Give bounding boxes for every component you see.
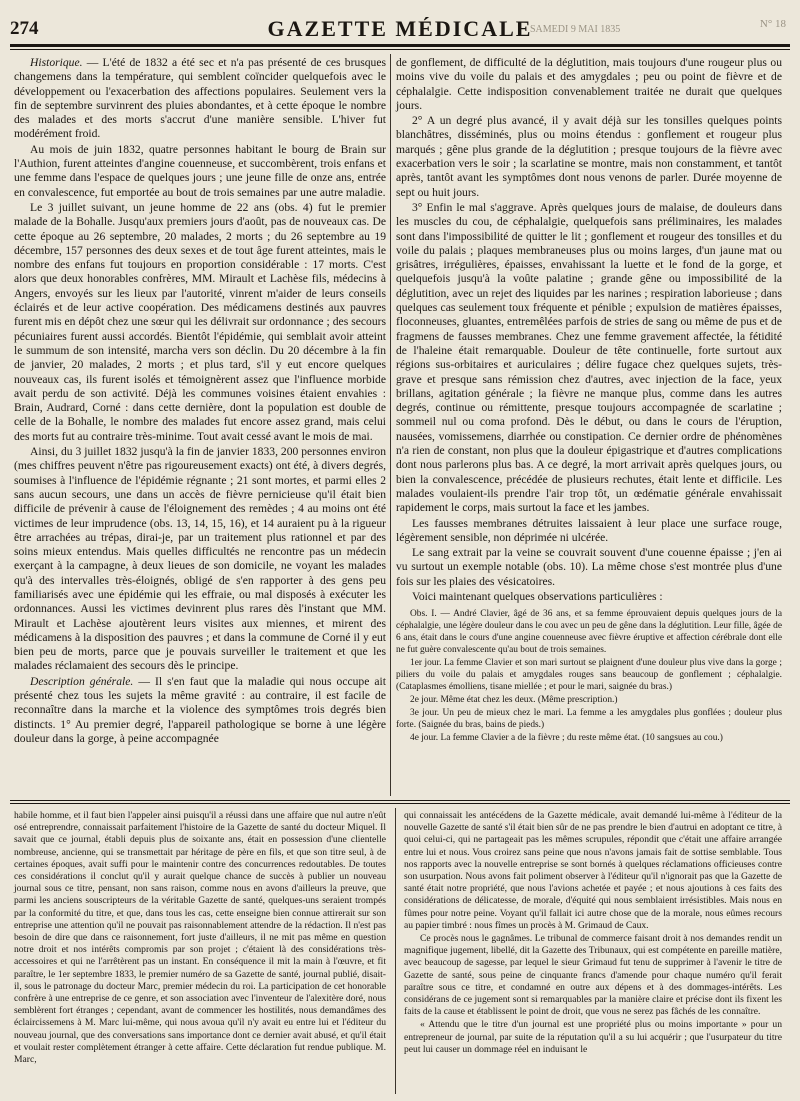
observation-block <box>396 608 782 744</box>
observation-day: 3e jour. Un peu de mieux chez le mari. La femme a les amygdales plus gonflées ; douleur plus forte. (Saignée du bras, bains de pieds.) <box>396 708 782 731</box>
observation-intro: Obs. I. — André Clavier, âgé de 36 ans, et sa femme éprouvaient depuis quelques jours de la céphalalgie, une légère douleur dans le cou avec un peu de gêne dans la déglutition. Leur fille, âgée de 6 ans, était dans le cours d'une angine couenneuse avec fièvre éruptive et affection cérébrale dont elle ne fut guère convalescente qu'au bout de trois semaines. <box>396 609 782 656</box>
feuilleton-paragraph: Ce procès nous le gagnâmes. Le tribunal de commerce faisant droit à nos demandes rendit un magnifique jugement, libellé, dit la Gazette des Tribunaux, qui est compétente en pareille matière, avec beaucoup de sagesse, par lequel le sieur Grimaud fut tenu de supprimer à l'avenir le titre de Gazette de santé, sous peine de cinquante francs d'amende pour chaque numéro qu'il ferait paraître sous ce titre, et condamné en outre aux dépens et à des dommages-intérêts. Les considérans de ce jugement sont si remarquables par la manière claire et précise dont ils fixent les faits de la cause et établissent le point de droit, que vous ne serez pas fâchés de les connaître. <box>404 933 782 1018</box>
feuilleton-paragraph: « Attendu que le titre d'un journal est une propriété plus ou moins importante » pour un entrepreneur de journal, par suite de la réputation qu'il a su lui acquérir ; que l'usurpateur du titre peut lui causer un dommage réel en induisant le <box>404 1019 782 1055</box>
feuilleton-paragraph: qui connaissait les antécédens de la Gazette médicale, avait demandé lui-même à l'éditeur de la nouvelle Gazette de santé s'il était bien sûr de ne pas prendre le bien d'autrui en adoptant ce titre, à quoi celui-ci, qui ne partageait pas les mêmes scrupules, répondit que c'était une affaire arrangée entre lui et nous. Vous croirez sans peine que nous n'avons jamais fait de sottise semblable. Tous nos rapports avec la nouvelle entreprise se sont bornés à quelques réclamations officieuses contre son usurpation. Nous avons fait poliment observer à l'éditeur qu'il n'ignorait pas que la Gazette de santé était notre propriété, que nous l'avions achetée et payée ; et nous ajoutions à ces faits des considérations de délicatesse, de morale, d'équité qui nous semblaient irrésistibles. Mais nous en fûmes pour notre peine. Voyant qu'il fallait ici autre chose que de la morale, nous eûmes recours au papier timbré : nous fîmes un procès à M. Grimaud de Caux. <box>404 810 782 931</box>
section-lead-historique: Historique. <box>30 56 83 69</box>
page-number: 274 <box>10 18 39 39</box>
observation-day: 1er jour. La femme Clavier et son mari surtout se plaignent d'une douleur plus vive dans la gorge ; piliers du voile du palais et amygdales rouges sans beaucoup de gonflement ; céphalalgie. (Cataplasmes émolliens, tisane miellée ; et pour le mari, saignée du bras.) <box>396 658 782 693</box>
left-column <box>14 56 386 746</box>
paragraph: Au mois de juin 1832, quatre personnes habitant le bourg de Brain sur l'Authion, furent atteintes d'angine couenneuse, et succombèrent, trois enfans et une femme dans l'espace de quelques jours ; une jeune fille de onze ans, entrée en convalescence, fut emportée au bout de trois semaines par une autre maladie. <box>14 142 386 199</box>
paragraph-text: — Il s'en faut que la maladie qui nous occupe ait présenté chez tous les sujets la même gravité : au contraire, il est facile de reconnaître dans la marche et la violence des symptômes trois degrés bien distincts. 1° Au premier degré, l'appareil pathologique se borne à une légère douleur dans la gorge, à peine accompagnée <box>14 674 387 745</box>
observation-day: 2e jour. Même état chez les deux. (Même prescription.) <box>410 695 618 706</box>
paragraph: 3° Enfin le mal s'aggrave. Après quelques jours de malaise, de douleurs dans les muscles du cou, de céphalalgie, quelquefois sans préliminaires, les malades sont dans l'impossibilité de quitter le lit ; gonflement et rougeur des tonsilles et du voile du palais ; plaques membraneuses plus ou moins larges, d'un jaune mat ou grisâtres, irrégulières, épaisses, envahissant la luette et le fond de la gorge, et quelquefois jusqu'à la voûte palatine ; grande gêne ou impossibilité de la déglutition, avec un rejet des liquides par les narines ; respiration laborieuse ; dans quelques cas seulement toux fréquente et pénible ; expulsion de matières épaisses, floconneuses, gluantes, entremêlées parfois de stries de sang ou même de pus et de fragmens de fausses membranes. Chez une femme gravement affectée, la fétidité de l'haleine était remarquable. Douleur de tête continuelle, forte surtout aux régions sus-orbitaires et auriculaires ; délire fugace chez quelques sujets, très-grave et presque sans rémission chez d'autres, avec injection de la face, yeux brillans, agitation générale ; la fièvre ne manque plus, comme dans les autres degrés, continue ou rémittente, presque toujours accompagnée de scarlatine ; sommeil nul ou coma profond. Dès le début, ou dans le cours de l'éruption, nausées, vomissemens, diarrhée ou constipation. Ce dernier ordre de phénomènes n'a rien de constant, non plus que la douleur épigastrique et d'autres complications dont nous parlerons plus bas. A ce degré, la mort arrivait après quelques jours, ou bien la convalescence, précédée de plusieurs rechutes, était lente et difficile. Les malades voulaient-ils prendre l'air trop tôt, un œdématie générale envahissait rapidement le corps, mais surtout la face et les jambes. <box>396 200 782 515</box>
paragraph: Le sang extrait par la veine se couvrait souvent d'une couenne épaisse ; j'en ai vu surtout un exemple notable (obs. 10). La même chose s'est montrée plus d'une fois sur les plaies des vésicatoires. <box>396 546 782 588</box>
bleed-through-number: N° 18 <box>759 18 786 30</box>
feuilleton-rule <box>10 800 790 801</box>
feuilleton-left-column <box>14 810 386 1066</box>
feuilleton-paragraph: habile homme, et il faut bien l'appeler ainsi puisqu'il a réussi dans une affaire que nul autre n'eût osé entreprendre, connaissait parfaitement l'histoire de la Gazette de santé du docteur Miquel. Il savait que ce journal, établi depuis plus de soixante ans, était en possession d'une clientelle nombreuse, ancienne, qui se transmettait par héritage de père en fils, et que son titre seul, à de certaines époques, avait suffi pour le maintenir contre des concurrences redoutables. De toutes ces considérations il conclut qu'il y aurait quelque chance de succès à publier un nouveau journal sous ce titre, pensant, non sans raison, comme nous en avons d'ailleurs la preuve, que parmi les anciens souscripteurs de la véritable Gazette de santé, quelques-uns seraient trompés par la conformité du titre, et que, dans tous les cas, cette enseigne bien connue attirerait sur son entreprise une attention qu'il ne pouvait pas raisonnablement attendre de la rédaction. Il n'est pas besoin de dire que dans ce raisonnement, fort juste d'ailleurs, il ne mit pas même en question notre droit et nos intérêts compromis par son projet ; c'étaient là des considérations très-accessoires et qui ne l'arrêtèrent pas un instant. En conséquence il mit la main à l'œuvre, et fit paraître, le 1er septembre 1833, le premier numéro de sa Gazette de santé, journal publié, disait-il, sous le patronage du docteur Marc, premier médecin du roi. La participation de cet honorable confrère à une entreprise de ce genre, et son association avec l'inventeur de l'alexitère doré, nous semblèrent fort étranges ; cependant, avant de commencer les hostilités, nous demandâmes des éclaircissemens à M. Marc lui-même, qui nous avoua qu'il n'y avait eu entre lui et l'éditeur du nouveau journal, que des conversations sans importance dont ce dernier avait abusé, et qu'il était et voulait rester complètement étranger à cette affaire. Cette déclaration fut rendue publique. M. Marc, <box>14 810 386 1066</box>
paragraph: 2° A un degré plus avancé, il y avait déjà sur les tonsilles quelques points blanchâtres, disséminés, plus ou moins étendus : gonflement et rougeur plus marqués ; gêne plus grande de la déglutition ; presque toujours de la fièvre avec exacerbation vers le soir ; la scarlatine se montre, mais non constamment, et tantôt après, tantôt avant les symptômes dont nous venons de parler. Durée moyenne de sept ou huit jours. <box>396 114 782 199</box>
paragraph-historique <box>14 56 386 142</box>
journal-title: GAZETTE MÉDICALE <box>267 16 533 41</box>
bleed-through-date: SAMEDI 9 MAI 1835 <box>530 24 621 35</box>
paragraph: de gonflement, de difficulté de la déglutition, mais toujours d'une rougeur plus ou moins vive du voile du palais et des amygdales ; peu ou point de fièvre et de céphalalgie. Cette indisposition convenablement traitée ne durait que quelques jours. <box>396 56 782 112</box>
paragraph-text: — L'été de 1832 a été sec et n'a pas présenté de ces brusques changemens dans la température, qui semblent coïncider quelquefois avec le développement ou l'exacerbation des affections populaires. Seulement vers la fin de septembre survinrent des pluies abondantes, et à cette époque le nombre des malades et des morts s'accrut d'une manière sensible. L'hiver fut modérément froid. <box>14 56 386 141</box>
header-thick-rule <box>10 44 790 47</box>
column-separator <box>390 54 391 796</box>
page-header <box>10 12 790 42</box>
paragraph-description <box>14 675 386 746</box>
feuilleton-rule-2 <box>10 803 790 804</box>
feuilleton-right-column <box>404 810 782 1056</box>
paragraph: Ainsi, du 3 juillet 1832 jusqu'à la fin de janvier 1833, 200 personnes environ (mes chiffres peuvent n'être pas rigoureusement exacts) ont été, à divers degrés, soumises à l'influence de l'épidémie régnante ; 21 sont mortes, et parmi elles 2 sans aucun secours, une dans un accès de fièvre pernicieuse qu'il était bien difficile de prévenir à cause de l'éloignement des remèdes ; 4 au moins ont été victimes de leur imprudence (obs. 13, 14, 15, 16), et 14 auraient pu à la rigueur être arrachées au trépas, dirai-je, par un traitement plus rationnel et par des soins mieux entendus. Mais quelles difficultés ne rencontre pas un médecin exerçant à la campagne, à deux lieues de son domicile, ne voyant les malades qu'à des intervalles très-éloignés, obligé de s'en rapporter à des gens peu familiarisés avec une épidémie qui les effraie, ou mal disposés à exécuter les ordonnances. Aussi les victimes devinrent plus rares dès l'instant que MM. Mirault et Lachèse ajoutèrent leurs visites aux miennes, et mirent des médicamens à la disposition des pauvres ; et dans la commune de Corné il y eut bien peu de morts, parce que je pouvais surveiller le traitement et que les malades réclamaient des secours dès le principe. <box>14 445 386 673</box>
section-lead-description: Description générale. <box>30 674 134 688</box>
paragraph: Le 3 juillet suivant, un jeune homme de 22 ans (obs. 4) fut le premier malade de la Bohalle. Jusqu'aux premiers jours d'août, pas de nouveaux cas. De cette époque au 26 septembre, 20 malades, 2 morts ; du 26 septembre au 19 décembre, 157 personnes des deux sexes et de tout âge furent atteintes, mais le nombre des enfans fut toujours en proportion considérable : 17 morts. C'est alors que deux honorables confrères, MM. Mirault et Lachèse fils, médecins à Angers, envoyés sur les lieux par l'autorité, vinrent m'aider de leurs conseils éclairés et de leur active coopération. Des médicamens destinés aux pauvres furent mis en dépôt chez une sœur qui les délivrait sur ordonnance ; des secours pécuniaires furent aussi accordés. Bientôt l'épidémie, qui semblait avoir atteint le summum de son intensité, marcha vers son déclin. Du 20 décembre à la fin de janvier, 20 malades, 2 morts ; et plus tard, s'il y eut encore quelques nouveaux cas, ils furent isolés et témoignèrent assez que l'influence morbide avait perdu de son activité. Déjà les communes voisines étaient envahies : Brain, Audrard, Corné : dans cette dernière, dont la population est double de celle de la Bohalle, le nombre des malades fut encore assez grand, mais celui des morts fut au contraire très-minime. Tout avait cessé avant le mois de mai. <box>14 200 386 443</box>
paragraph: Voici maintenant quelques observations particulières : <box>412 589 663 603</box>
paragraph: Les fausses membranes détruites laissaient à leur place une surface rouge, légèrement sensible, non déprimée ni ulcérée. <box>396 516 782 544</box>
right-column <box>396 56 782 744</box>
feuilleton-column-separator <box>395 808 396 1094</box>
header-thin-rule <box>10 49 790 50</box>
observation-day: 4e jour. La femme Clavier a de la fièvre ; du reste même état. (10 sangsues au cou.) <box>410 733 723 744</box>
